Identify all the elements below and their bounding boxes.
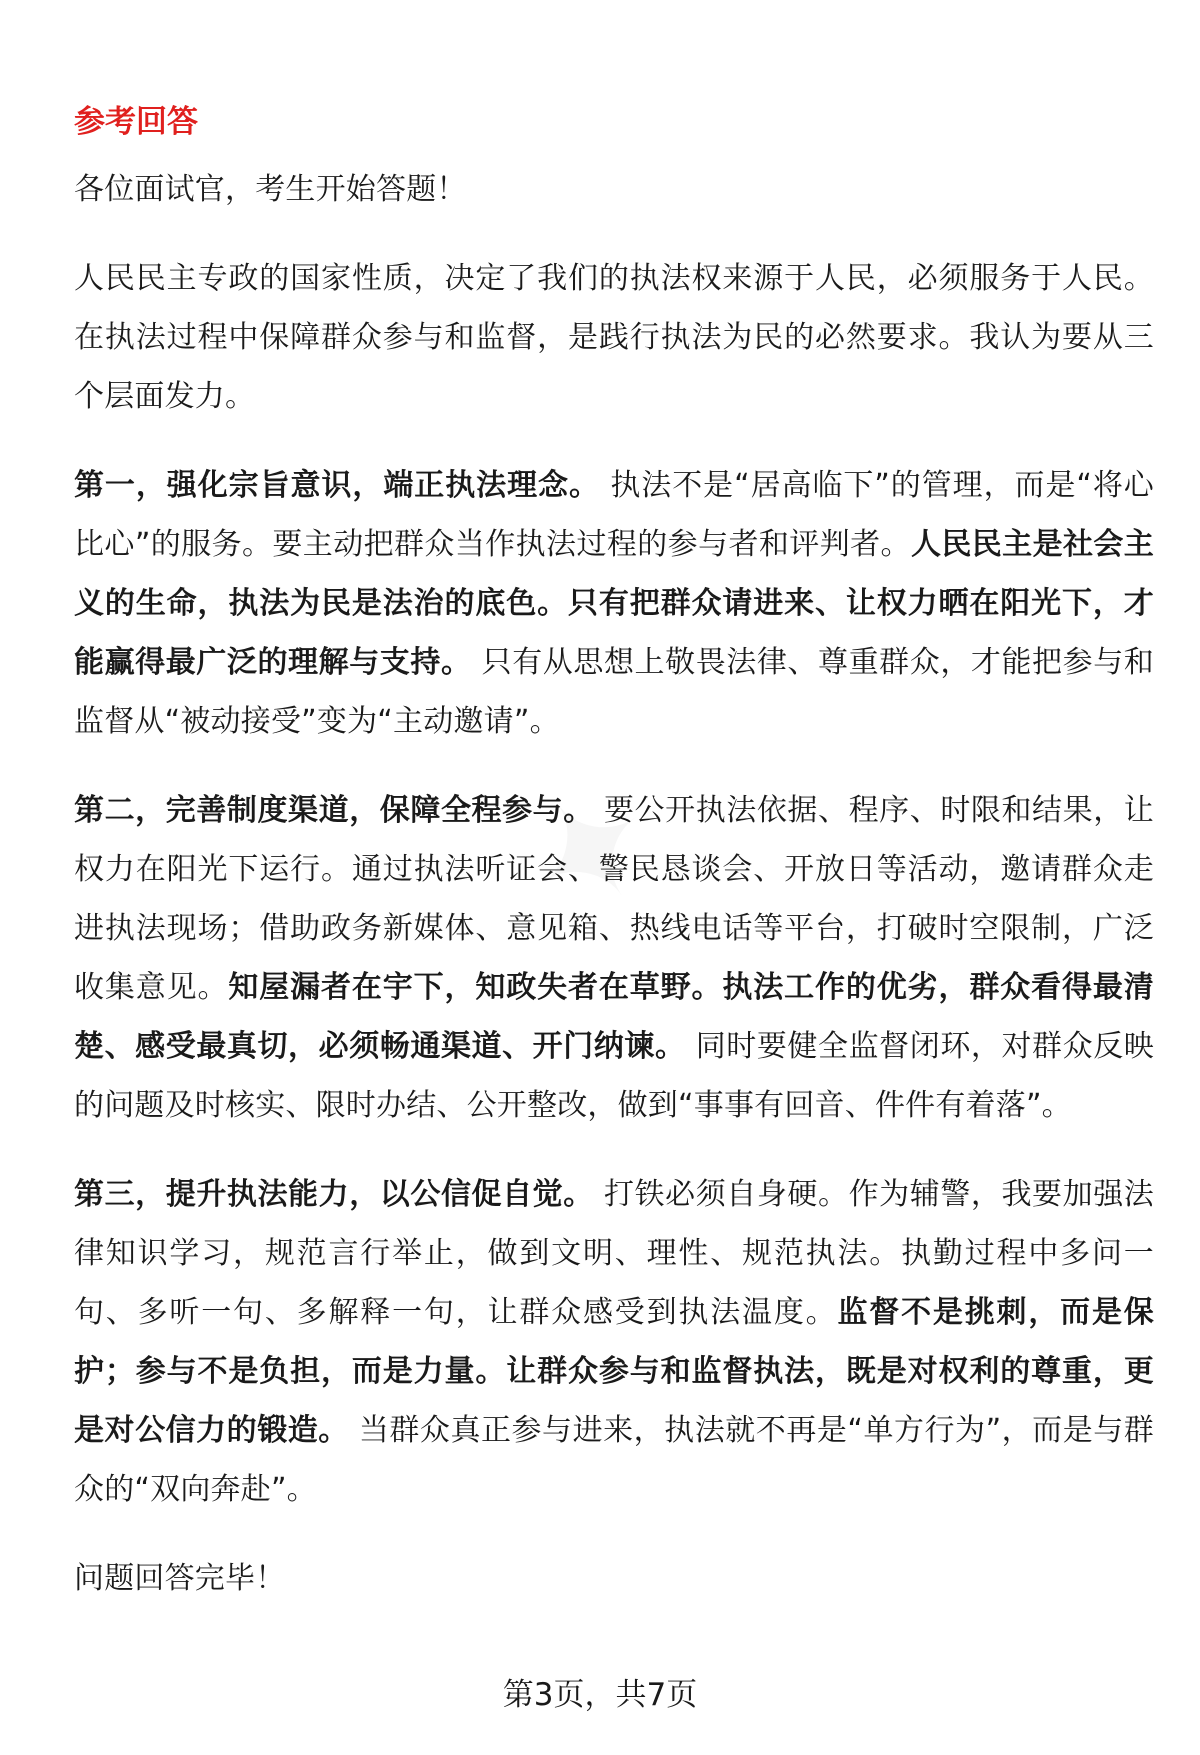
point-paragraph-1 bbox=[74, 456, 1154, 751]
point-lead: 第一，强化宗旨意识，端正执法理念。 bbox=[74, 468, 600, 503]
point-lead: 第二，完善制度渠道，保障全程参与。 bbox=[74, 793, 594, 828]
point-paragraph-2 bbox=[74, 781, 1154, 1135]
point-paragraph-3 bbox=[74, 1165, 1154, 1519]
point-emphasis: 知屋漏者在宇下，知政失者在草野。执法工作的优劣，群众看得最清楚、感受最真切，必须畅通渠道、开门纳谏。 bbox=[74, 970, 1155, 1064]
point-text: 同时要健全监督闭环，对群众反映的问题及时核实、限时办结、公开整改，做到“事事有回音、件件有着落”。 bbox=[74, 1029, 1154, 1123]
point-emphasis: 人民民主是社会主义的生命，执法为民是法治的底色。只有把群众请进来、让权力晒在阳光下，才能赢得最广泛的理解与支持。 bbox=[74, 527, 1154, 680]
closing-paragraph: 问题回答完毕！ bbox=[74, 1561, 286, 1596]
point-lead: 第三，提升执法能力，以公信促自觉。 bbox=[74, 1177, 594, 1212]
point-text: 打铁必须自身硬。作为辅警，我要加强法律知识学习，规范言行举止，做到文明、理性、规范执法。执勤过程中多问一句、多听一句、多解释一句，让群众感受到执法温度。 bbox=[74, 1177, 1154, 1330]
intro-paragraph: 人民民主专政的国家性质，决定了我们的执法权来源于人民，必须服务于人民。在执法过程中保障群众参与和监督，是践行执法为民的必然要求。我认为要从三个层面发力。 bbox=[74, 261, 1154, 414]
point-text: 只有从思想上敬畏法律、尊重群众，才能把参与和监督从“被动接受”变为“主动邀请”。 bbox=[74, 645, 1154, 739]
point-text: 当群众真正参与进来，执法就不再是“单方行为”，而是与群众的“双向奔赴”。 bbox=[74, 1413, 1154, 1507]
section-heading: 参考回答 bbox=[74, 104, 198, 140]
page-number: 第3页，共7页 bbox=[502, 1677, 698, 1713]
point-emphasis: 监督不是挑刺，而是保护；参与不是负担，而是力量。让群众参与和监督执法，既是对权利的尊重，更是对公信力的锻造。 bbox=[74, 1295, 1154, 1448]
point-text: 执法不是“居高临下”的管理，而是“将心比心”的服务。要主动把群众当作执法过程的参与者和评判者。 bbox=[74, 468, 1154, 562]
greeting-paragraph: 各位面试官，考生开始答题！ bbox=[74, 172, 467, 207]
point-text: 要公开执法依据、程序、时限和结果，让权力在阳光下运行。通过执法听证会、警民恳谈会、开放日等活动，邀请群众走进执法现场；借助政务新媒体、意见箱、热线电话等平台，打破时空限制，广泛收集意见。 bbox=[74, 793, 1154, 1005]
document-body bbox=[74, 94, 1154, 1608]
